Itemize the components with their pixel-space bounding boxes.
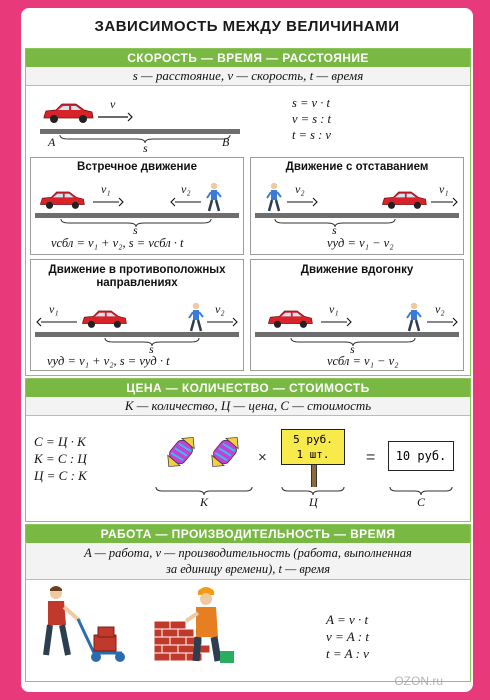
box-catchup <box>250 259 464 371</box>
box-formula: vуд = v₁ − v₂ <box>327 236 394 250</box>
section-price <box>25 378 471 522</box>
price-label: Ц <box>309 495 318 509</box>
formula-price: Ц = С : К <box>34 468 87 483</box>
car-icon <box>40 101 96 125</box>
times-sign: × <box>258 449 267 466</box>
v2-label: v₂ <box>295 182 305 196</box>
section-work <box>25 524 471 682</box>
legend-line-2: за единицу времени), t — время <box>165 562 331 576</box>
box-title: Движение вдогонку <box>300 264 414 276</box>
arrow-right <box>427 318 457 326</box>
distance-label: s <box>143 141 148 155</box>
candy-icon <box>204 429 246 475</box>
watermark: OZON.ru <box>394 674 443 688</box>
box-lagging <box>250 157 464 255</box>
section-speed <box>25 48 471 376</box>
box-meeting <box>30 157 244 255</box>
formula-speed: v = s : t <box>292 112 331 126</box>
v1-label: v₁ <box>439 182 449 196</box>
box-title: Движение в противоположных направлениях <box>48 264 226 289</box>
bricklayer-icon <box>154 585 238 667</box>
v2-label: v₂ <box>215 302 225 316</box>
formula-time: t = s : v <box>292 128 331 142</box>
formula-time: t = A : v <box>326 646 369 661</box>
car-icon <box>265 308 315 330</box>
legend-line-1: A — работа, v — производительность (работа, выполненная <box>84 546 412 560</box>
quantity-brace <box>156 487 252 495</box>
poster-sheet <box>21 8 473 692</box>
car-icon <box>379 189 429 211</box>
section-legend <box>26 543 470 580</box>
distance-label: s <box>350 342 355 356</box>
speed-formulas <box>292 95 331 143</box>
section-header: РАБОТА — ПРОИЗВОДИТЕЛЬНОСТЬ — ВРЕМЯ <box>26 525 470 543</box>
box-formula: vсбл = v₁ − v₂ <box>327 354 399 368</box>
v2-label: v₂ <box>435 302 445 316</box>
work-formulas <box>326 611 369 662</box>
section-legend: s — расстояние, v — скорость, t — время <box>26 67 470 86</box>
walker-icon <box>405 302 423 332</box>
distance-label: s <box>149 342 154 356</box>
box-formula: vуд = v₁ + v₂, s = vуд · t <box>47 354 170 368</box>
price-brace <box>282 487 344 495</box>
box-title: Встречное движение <box>77 161 197 173</box>
quantity-label: К <box>200 495 208 509</box>
arrow-left <box>37 318 77 326</box>
section-header: ЦЕНА — КОЛИЧЕСТВО — СТОИМОСТЬ <box>26 379 470 397</box>
arrow-right <box>207 318 237 326</box>
v1-label: v₁ <box>49 302 59 316</box>
candy-icon <box>160 429 202 475</box>
equals-sign: = <box>366 449 376 466</box>
velocity-arrow <box>98 113 132 121</box>
cost-label: С <box>417 495 426 509</box>
road <box>255 213 459 218</box>
v1-label: v₁ <box>329 302 339 316</box>
v2-label: v₂ <box>181 182 191 196</box>
formula-cost: С = Ц · К <box>34 434 86 449</box>
arrow-right <box>287 198 317 206</box>
box-formula: vсбл = v₁ + v₂, s = vсбл · t <box>51 236 184 250</box>
formula-quantity: К = С : Ц <box>34 451 87 466</box>
arrow-right <box>93 198 123 206</box>
price-formulas <box>34 433 87 484</box>
walker-icon <box>187 302 205 332</box>
page-title: ЗАВИСИМОСТЬ МЕЖДУ ВЕЛИЧИНАМИ <box>94 18 400 35</box>
box-opposite <box>30 259 244 371</box>
velocity-label: v <box>110 97 116 111</box>
distance-label: s <box>332 223 337 237</box>
point-a-label: A <box>48 135 56 149</box>
price-tag-post <box>311 465 317 487</box>
formula-distance: s = v · t <box>292 96 330 110</box>
distance-label: s <box>133 223 138 237</box>
price-tag-line1: 5 руб. <box>293 433 333 446</box>
car-icon <box>79 308 129 330</box>
section-header: СКОРОСТЬ — ВРЕМЯ — РАССТОЯНИЕ <box>26 49 470 67</box>
walker-icon <box>205 182 223 212</box>
road <box>40 129 240 134</box>
formula-productivity: v = A : t <box>326 629 369 644</box>
result-box: 10 руб. <box>388 441 454 471</box>
road <box>35 332 239 337</box>
arrow-left <box>171 198 201 206</box>
v1-label: v₁ <box>101 182 111 196</box>
box-title: Движение с отставанием <box>285 161 429 173</box>
road <box>35 213 239 218</box>
walker-icon <box>265 182 283 212</box>
arrow-right <box>431 198 457 206</box>
worker-cart-icon <box>38 585 130 665</box>
price-tag-line2: 1 шт. <box>296 448 330 461</box>
price-tag <box>281 429 345 465</box>
car-icon <box>37 189 87 211</box>
section-legend: К — количество, Ц — цена, С — стоимость <box>26 397 470 416</box>
arrow-right <box>321 318 351 326</box>
road <box>255 332 459 337</box>
formula-work: A = v · t <box>326 612 369 627</box>
cost-brace <box>390 487 452 495</box>
point-b-label: B <box>222 135 230 149</box>
